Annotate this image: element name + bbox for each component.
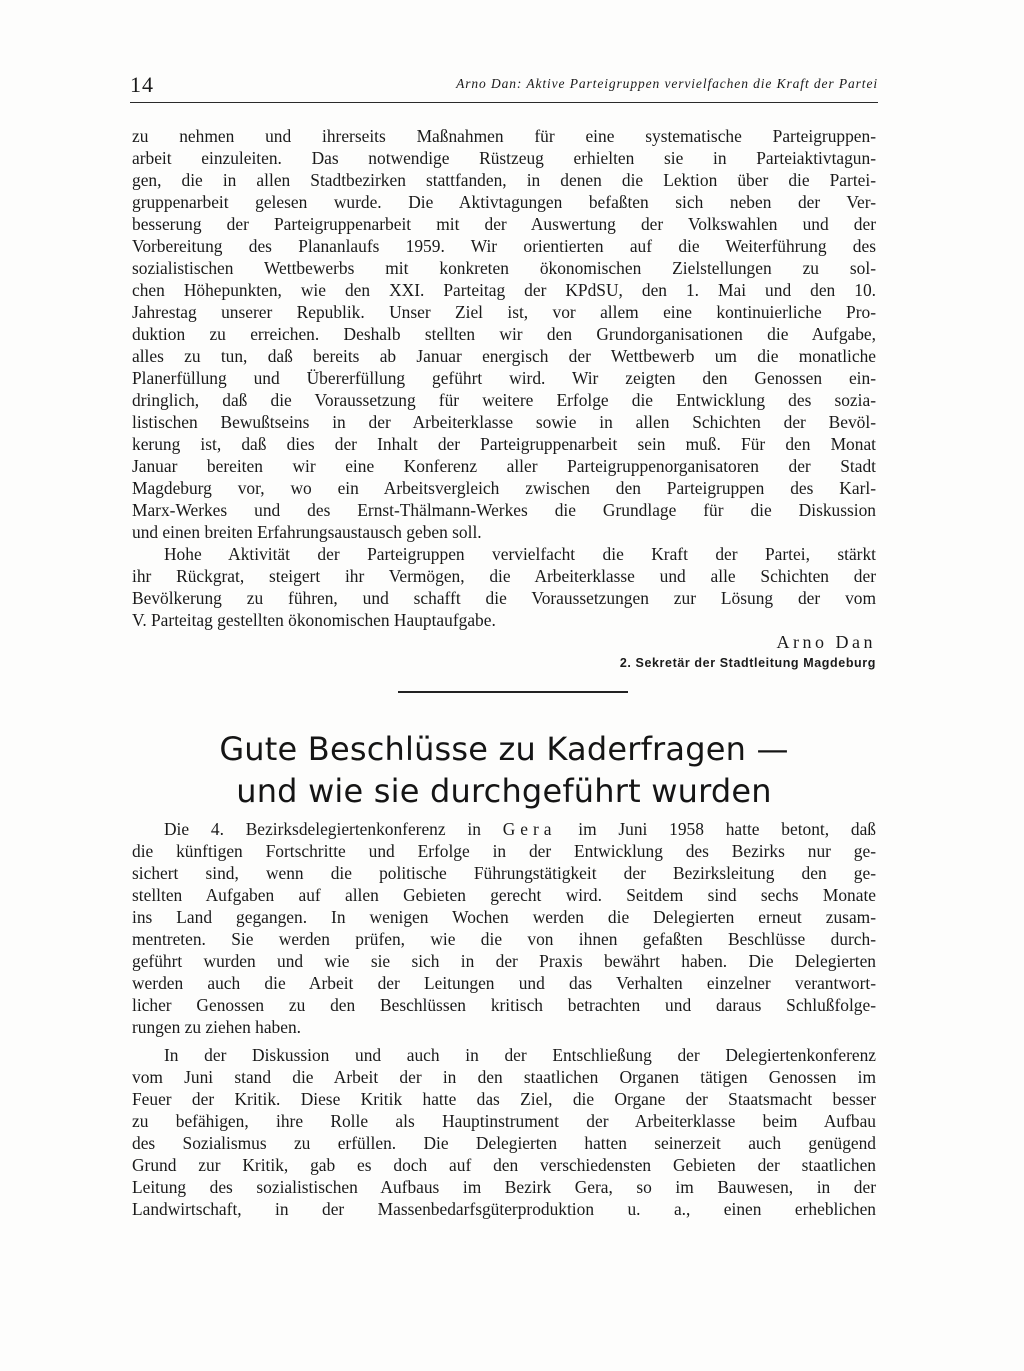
text-line: Grund zur Kritik, gab es doch auf den verschiedensten Gebieten der staatlichen <box>132 1155 876 1175</box>
title-line: und wie sie durchgeführt wurden <box>236 772 772 810</box>
text-line: des Sozialismus zu erfüllen. Die Delegierten hatten seinerzeit auch genügend <box>132 1133 876 1153</box>
text-line: zu nehmen und ihrerseits Maßnahmen für eine systematische Parteigruppen- <box>132 126 876 146</box>
author-signature <box>620 630 876 672</box>
text-line <box>132 818 876 840</box>
text-line: kerung ist, daß dies der Inhalt der Parteigruppenarbeit sein muß. Für den Monat <box>132 434 876 454</box>
text-fragment: im Juni 1958 hatte betont, daß <box>556 819 876 839</box>
text-line: besserung der Parteigruppenarbeit mit der Auswertung der Volkswahlen und der <box>132 214 876 234</box>
text-line: mentreten. Sie werden prüfen, wie die von ihnen gefaßten Beschlüsse durch- <box>132 929 876 949</box>
paragraph <box>132 818 876 1038</box>
paragraph <box>132 125 876 543</box>
text-line: Hohe Aktivität der Parteigruppen vervielfacht die Kraft der Partei, stärkt <box>164 544 876 564</box>
text-line: zu befähigen, ihre Rolle als Hauptinstrument der Arbeiterklasse beim Aufbau <box>132 1111 876 1131</box>
text-line: Januar bereiten wir eine Konferenz aller Parteigruppenorganisatoren der Stadt <box>132 456 876 476</box>
text-line: ihr Rückgrat, steigert ihr Vermögen, die Arbeiterklasse und alle Schichten der <box>132 566 876 586</box>
text-line: chen Höhepunkten, wie den XXI. Parteitag der KPdSU, den 1. Mai und den 10. <box>132 280 876 300</box>
text-line: listischen Bewußtseins in der Arbeiterklasse sowie in allen Schichten der Bevöl- <box>132 412 876 432</box>
text-line: Vorbereitung des Plananlaufs 1959. Wir orientierten auf die Weiterführung des <box>132 236 876 256</box>
page-number: 14 <box>130 72 154 97</box>
text-line: Jahrestag unserer Republik. Unser Ziel ist, vor allem eine kontinuierliche Pro- <box>132 302 876 322</box>
text-line: sozialistischen Wettbewerbs mit konkreten ökonomischen Zielstellungen zu sol- <box>132 258 876 278</box>
place-name: Gera <box>502 819 557 839</box>
text-line: Marx-Werkes und des Ernst-Thälmann-Werkes die Grundlage für die Diskussion <box>132 500 876 520</box>
text-line: In der Diskussion und auch in der Entschließung der Delegiertenkonferenz <box>164 1045 876 1065</box>
text-line: werden auch die Arbeit der Leitungen und das Verhalten einzelner verantwort- <box>132 973 876 993</box>
text-line: Planerfüllung und Übererfüllung geführt wird. Wir zeigten den Genossen ein- <box>132 368 876 388</box>
text-line: dringlich, daß die Voraussetzung für weitere Erfolge die Entwicklung des sozia- <box>132 390 876 410</box>
text-line: die künftigen Fortschritte und Erfolge in der Entwicklung des Bezirks nur ge- <box>132 841 876 861</box>
text-line: geführt wurden und wie sie sich in der Praxis bewährt haben. Die Delegierten <box>132 951 876 971</box>
text-line: rungen zu ziehen haben. <box>132 1017 301 1037</box>
article-body <box>132 818 876 1220</box>
text-line: arbeit einzuleiten. Das notwendige Rüstzeug erhielten sie in Parteiaktivtagun- <box>132 148 876 168</box>
text-line: alles zu tun, daß bereits ab Januar energisch der Wettbewerb um die monatliche <box>132 346 876 366</box>
text-line: duktion zu erreichen. Deshalb stellten wir den Grundorganisationen die Aufgabe, <box>132 324 876 344</box>
title-line: Gute Beschlüsse zu Kaderfragen — <box>219 730 789 768</box>
paragraph <box>132 543 876 631</box>
article-continuation <box>132 125 876 631</box>
text-line: vom Juni stand die Arbeit der in den staatlichen Organen tätigen Genossen im <box>132 1067 876 1087</box>
text-fragment: Die 4. Bezirksdelegiertenkonferenz in <box>164 819 503 839</box>
text-line: V. Parteitag gestellten ökonomischen Hauptaufgabe. <box>132 610 496 630</box>
paragraph <box>132 1044 876 1220</box>
text-line: gruppenarbeit gelesen wurde. Die Aktivtagungen befaßten sich neben der Ver- <box>132 192 876 212</box>
text-line: stellten Aufgaben auf allen Gebieten gerecht wird. Seitdem sind sechs Monate <box>132 885 876 905</box>
text-line: sichert sind, wenn die politische Führungstätigkeit der Bezirksleitung den ge- <box>132 863 876 883</box>
text-line: Magdeburg vor, wo ein Arbeitsvergleich zwischen den Parteigruppen des Karl- <box>132 478 876 498</box>
text-line: Feuer der Kritik. Diese Kritik hatte das Ziel, die Organe der Staatsmacht besser <box>132 1089 876 1109</box>
section-divider <box>398 691 628 693</box>
text-line: ins Land gegangen. In wenigen Wochen werden die Delegierten erneut zusam- <box>132 907 876 927</box>
author-name: Arno Dan <box>776 632 876 652</box>
page-header <box>130 72 878 103</box>
text-line: licher Genossen zu den Beschlüssen kritisch betrachten und daraus Schlußfolge- <box>132 995 876 1015</box>
article-title <box>132 728 876 812</box>
running-head: Arno Dan: Aktive Parteigruppen vervielfachen die Kraft der Partei <box>456 76 878 91</box>
text-line: Landwirtschaft, in der Massenbedarfsgüterproduktion u. a., einen erheblichen <box>132 1199 876 1219</box>
text-line: und einen breiten Erfahrungsaustausch geben soll. <box>132 522 482 542</box>
text-line: gen, die in allen Stadtbezirken stattfanden, in denen die Lektion über die Partei- <box>132 170 876 190</box>
text-line: Bevölkerung zu führen, und schafft die Voraussetzungen zur Lösung der vom <box>132 588 876 608</box>
author-title: 2. Sekretär der Stadtleitung Magdeburg <box>619 656 876 670</box>
text-line: Leitung des sozialistischen Aufbaus im Bezirk Gera, so im Bauwesen, in der <box>132 1177 876 1197</box>
